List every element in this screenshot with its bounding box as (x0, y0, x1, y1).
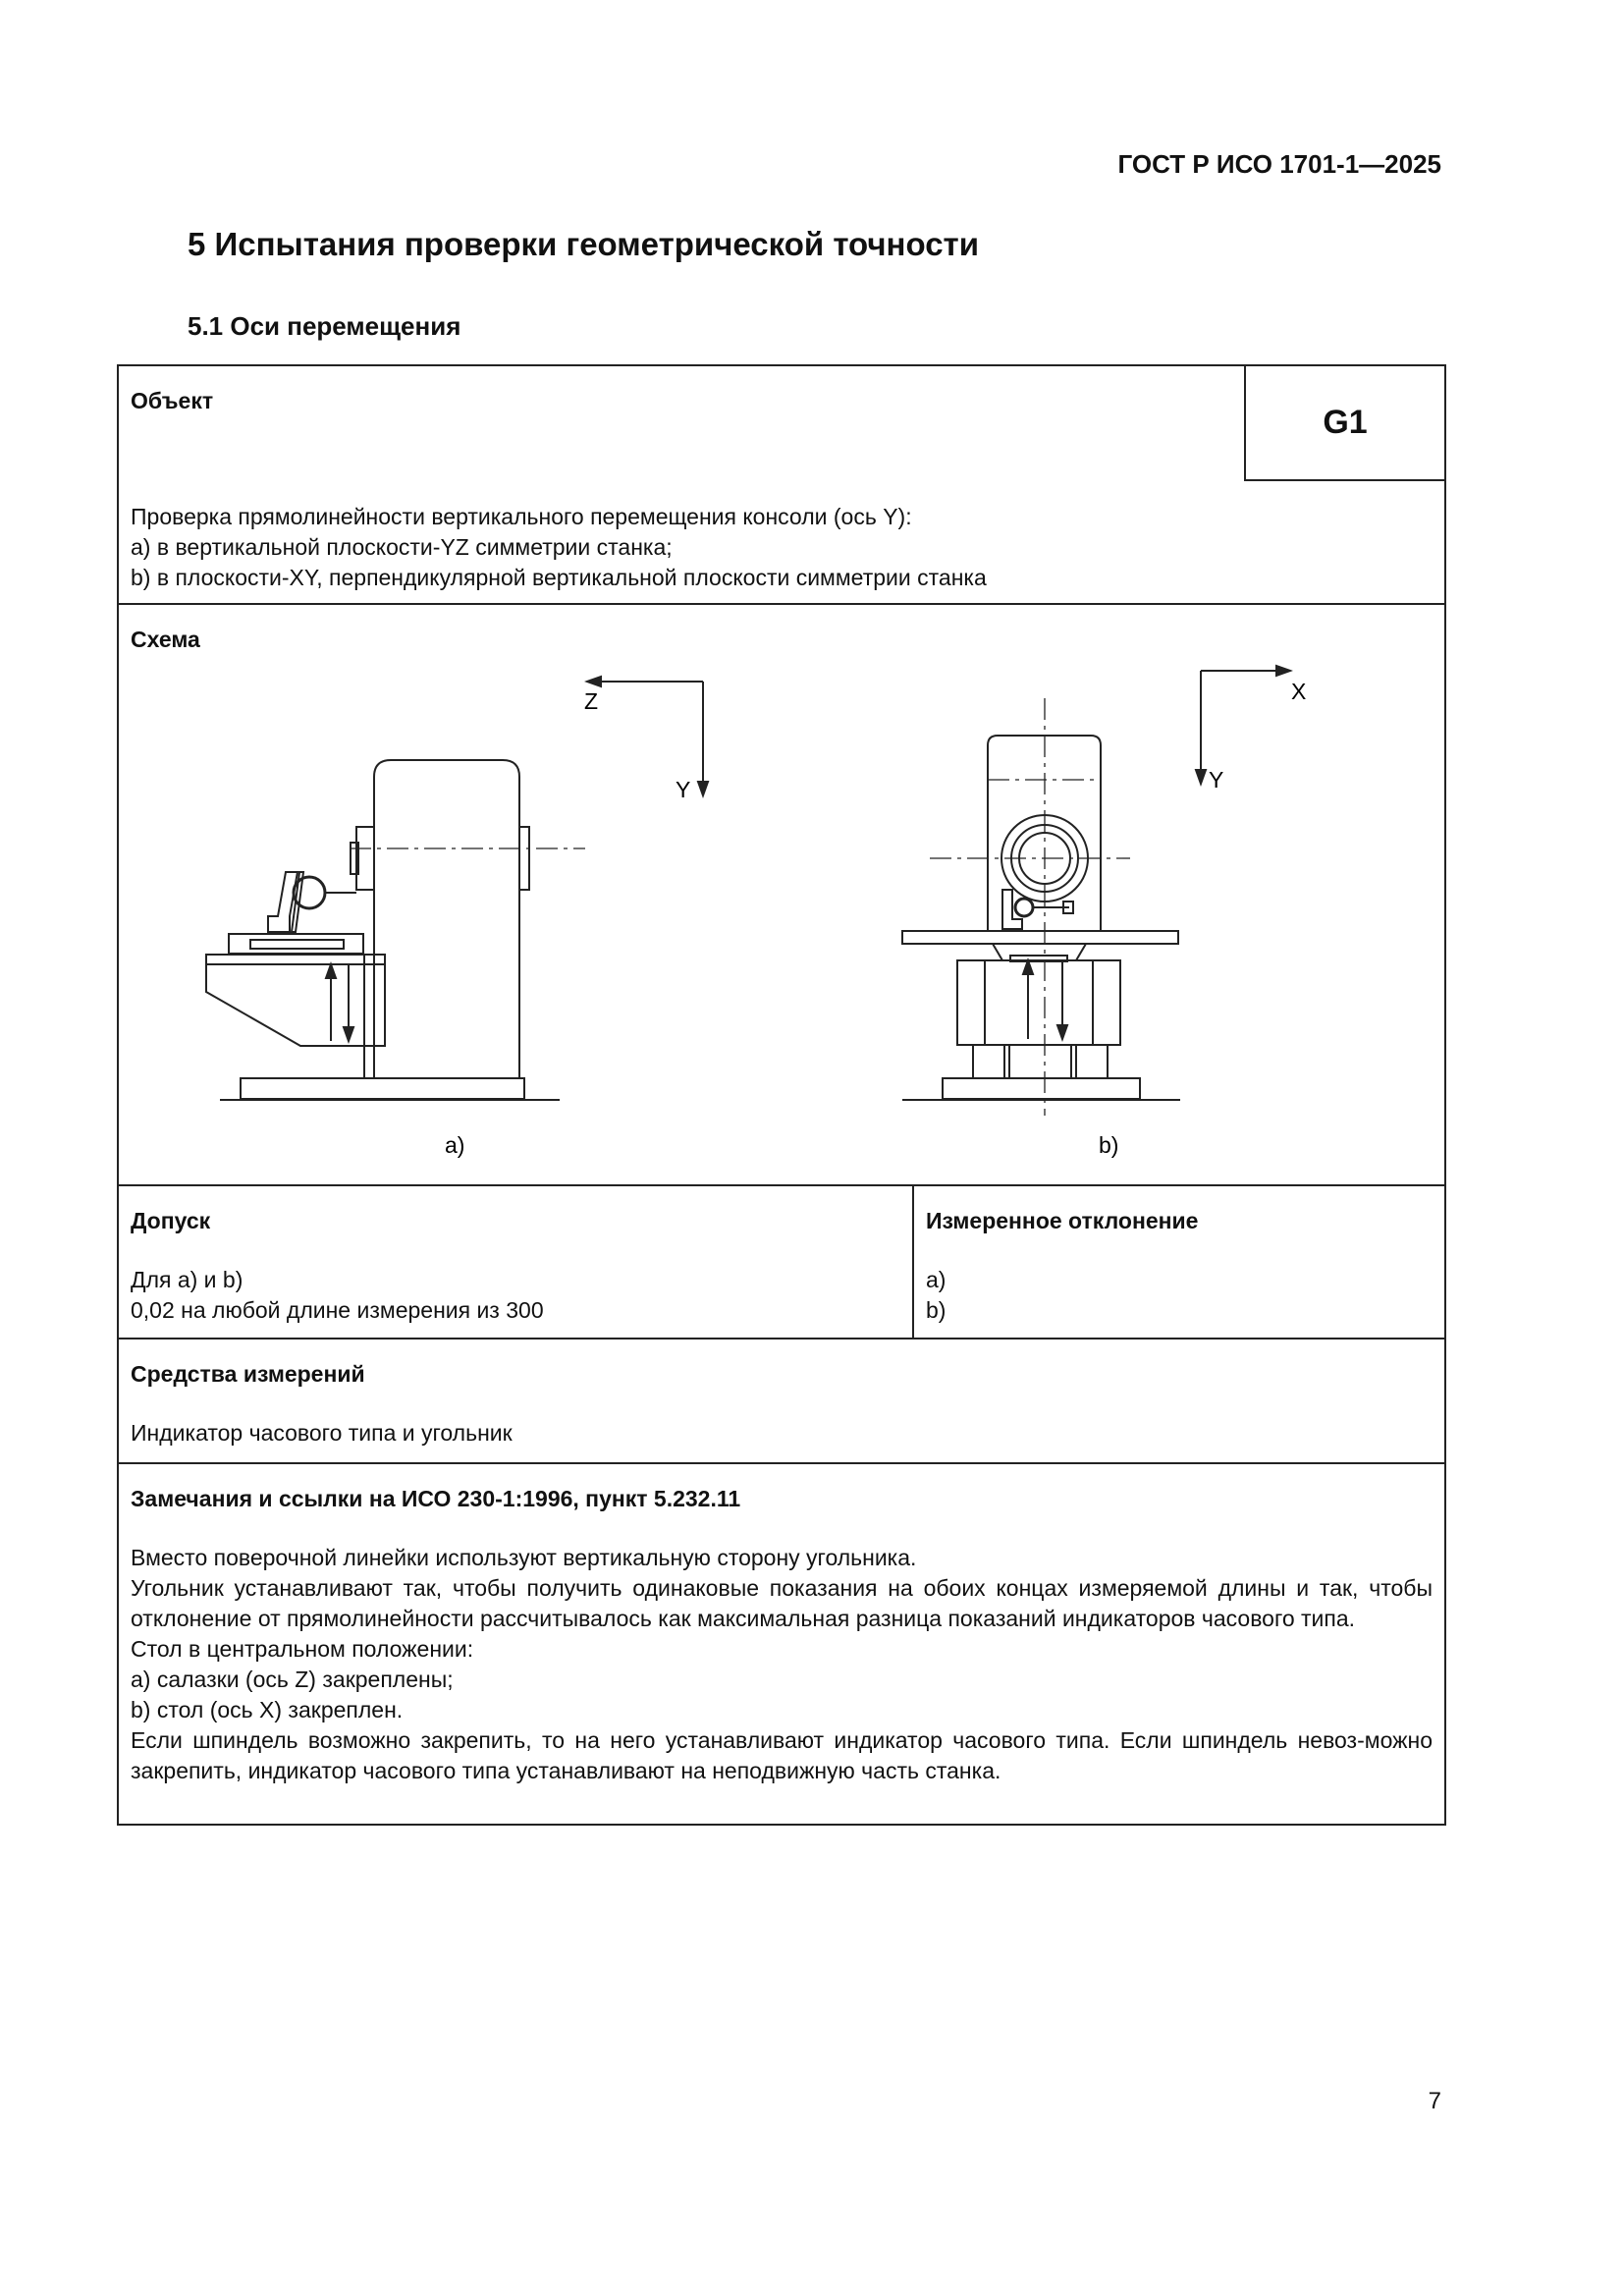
figure-b-caption: b) (1099, 1132, 1119, 1158)
remarks-paragraph: Стол в центральном положении: (131, 1636, 474, 1662)
object-block (117, 364, 1446, 605)
tolerance-text (131, 1265, 544, 1326)
remarks-paragraph: Вместо поверочной линейки используют вертикальную сторону угольника. (131, 1545, 917, 1570)
instruments-text: Индикатор часового типа и угольник (131, 1420, 513, 1446)
object-line: Проверка прямолинейности вертикального перемещения консоли (ось Y): (131, 504, 912, 529)
axis-y-label-b: Y (1209, 767, 1224, 793)
axis-y-label-a: Y (676, 777, 691, 802)
subsection-title: 5.1 Оси перемещения (188, 311, 461, 341)
remarks-paragraph: b) стол (ось X) закреплен. (131, 1697, 404, 1722)
section-title: 5 Испытания проверки геометрической точности (188, 226, 980, 262)
instruments-label: Средства измерений (131, 1361, 365, 1387)
remarks-text (131, 1543, 1433, 1786)
remarks-block (117, 1462, 1446, 1826)
remarks-paragraph: Угольник устанавливают так, чтобы получить одинаковые показания на обоих концах измеряемой длины и так, чтобы отклонение от прямолинейности рассчитывалось как максимальная разница показаний индикаторов часового типа. (131, 1575, 1433, 1631)
tolerance-label: Допуск (131, 1208, 211, 1233)
page-number: 7 (1428, 2088, 1441, 2114)
measured-line: a) (926, 1267, 947, 1292)
object-line: a) в вертикальной плоскости-YZ симметрии станка; (131, 534, 673, 560)
remarks-paragraph: a) салазки (ось Z) закреплены; (131, 1667, 454, 1692)
measured-text (926, 1265, 946, 1326)
scheme-figure (119, 605, 1444, 1184)
tolerance-cell (119, 1186, 914, 1338)
axis-z-label: Z (584, 688, 599, 714)
remarks-paragraph: Если шпиндель возможно закрепить, то на него устанавливают индикатор часового типа. Если шпиндель невоз-можно закрепить, индикатор часового типа устанавливают на неподвижную часть станка. (131, 1727, 1433, 1783)
document-code: ГОСТ Р ИСО 1701-1—2025 (1117, 149, 1441, 179)
scheme-label: Схема (131, 627, 200, 652)
remarks-label: Замечания и ссылки на ИСО 230-1:1996, пункт 5.232.11 (131, 1486, 741, 1511)
scheme-block (117, 603, 1446, 1186)
object-label: Объект (131, 388, 214, 413)
object-description (131, 502, 987, 593)
axis-x-label: X (1291, 679, 1307, 704)
test-code: G1 (1244, 366, 1444, 481)
tolerance-block (117, 1184, 1446, 1339)
object-line: b) в плоскости-XY, перпендикулярной вертикальной плоскости симметрии станка (131, 565, 987, 590)
tolerance-line: 0,02 на любой длине измерения из 300 (131, 1297, 544, 1323)
figure-a-caption: a) (445, 1132, 465, 1158)
measured-label: Измеренное отклонение (926, 1208, 1199, 1233)
instruments-block (117, 1338, 1446, 1464)
measured-line: b) (926, 1297, 947, 1323)
tolerance-line: Для a) и b) (131, 1267, 243, 1292)
